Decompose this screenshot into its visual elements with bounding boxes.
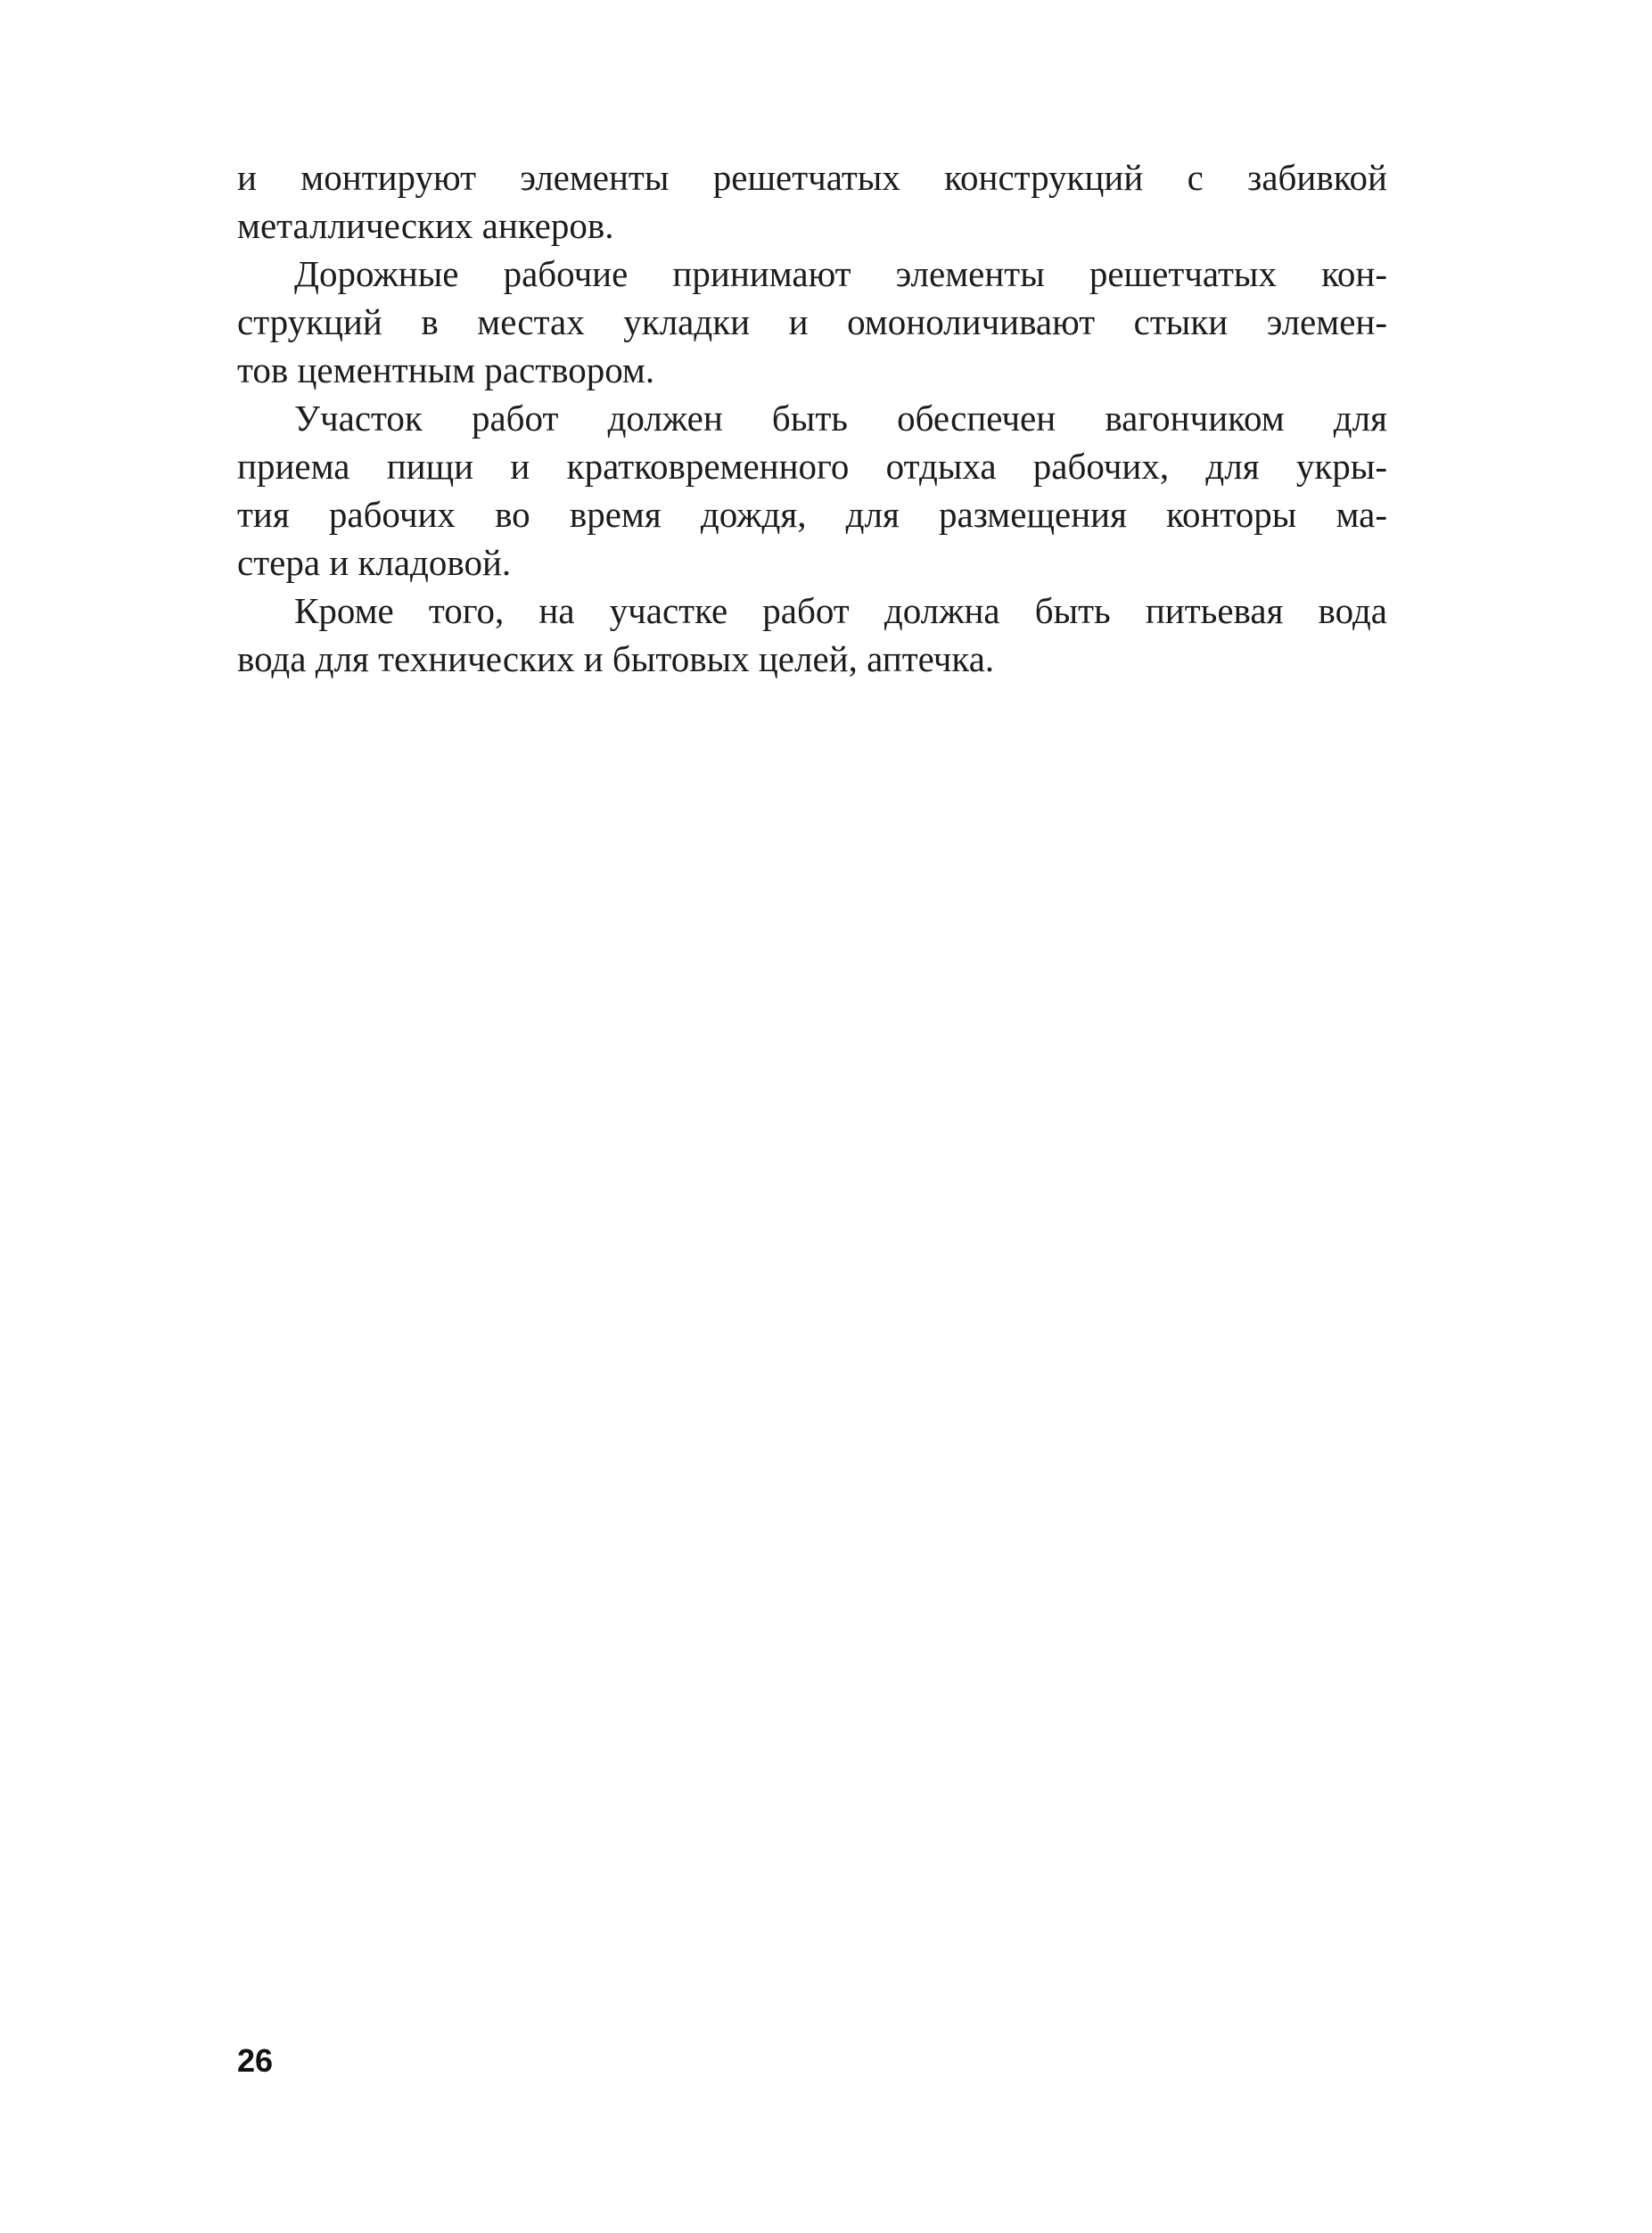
text-line: Кроме того, на участке работ должна быть питьевая вода [294, 590, 1387, 631]
text-line: и монтируют элементы решетчатых конструкций с забивкой [237, 157, 1387, 198]
text-line: вода для технических и бытовых целей, аптечка. [237, 638, 995, 679]
paragraph [237, 153, 1387, 250]
body-text [237, 153, 1387, 683]
paragraph [237, 394, 1387, 587]
text-line: стера и кладовой. [237, 542, 512, 583]
text-line: металлических анкеров. [237, 205, 614, 246]
text-line: тия рабочих во время дождя, для размещения конторы ма- [237, 494, 1387, 535]
text-line: Участок работ должен быть обеспечен вагончиком для [294, 398, 1387, 439]
page-number: 26 [237, 2042, 274, 2079]
paragraph [237, 250, 1387, 394]
text-line: тов цементным раствором. [237, 349, 655, 390]
paragraph [237, 587, 1387, 683]
text-line: Дорожные рабочие принимают элементы решетчатых кон- [294, 253, 1387, 294]
text-line: струкций в местах укладки и омоноличивают стыки элемен- [237, 301, 1387, 342]
text-line: приема пищи и кратковременного отдыха рабочих, для укры- [237, 446, 1387, 487]
